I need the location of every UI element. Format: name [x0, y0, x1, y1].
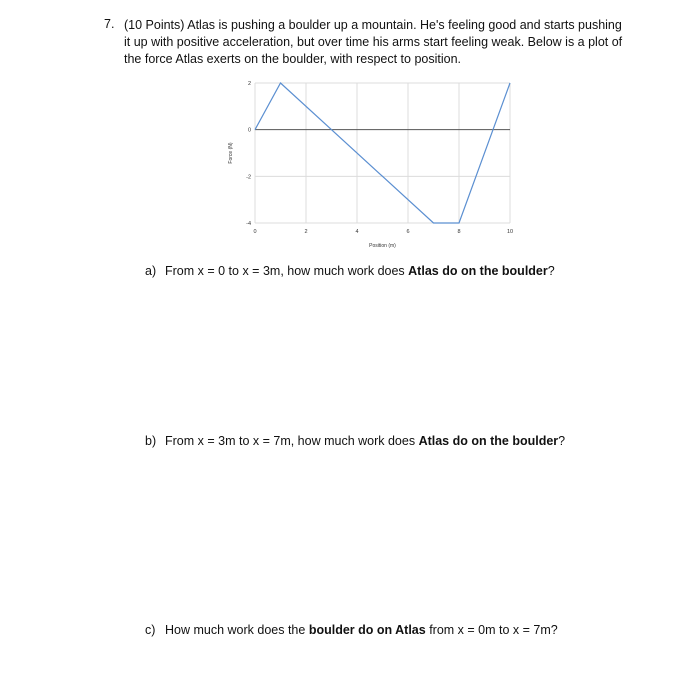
- x-axis-label: Position (m): [369, 243, 396, 249]
- y-tick-label: 0: [247, 127, 251, 134]
- part-a: [145, 264, 555, 278]
- x-tick-label: 0: [253, 229, 257, 235]
- part-b-label: b): [145, 434, 157, 448]
- x-tick-label: 10: [506, 229, 514, 235]
- part-a-text: From x = 0 to x = 3m, how much work does: [165, 264, 409, 278]
- part-a-end: ?: [547, 264, 555, 278]
- x-tick-label: 8: [457, 229, 461, 235]
- question-text: (10 Points) Atlas is pushing a boulder up a mountain. He's feeling good and starts pushing it up with positive acceleration, but over time his arms start feeling weak. Below is a plot of the force Atlas exerts on the boulder, with respect to position.: [124, 18, 623, 66]
- part-b: [145, 434, 565, 448]
- y-tick-label: -4: [246, 221, 251, 227]
- part-a-bold: Atlas do on the boulder: [408, 264, 548, 278]
- part-b-bold: Atlas do on the boulder: [418, 434, 559, 448]
- part-b-text: From x = 3m to x = 7m, how much work does: [165, 434, 419, 448]
- force-position-chart: [220, 75, 520, 255]
- question-number: 7.: [104, 17, 115, 31]
- x-tick-label: 6: [406, 229, 410, 235]
- part-c-text: How much work does the: [165, 623, 309, 637]
- y-axis-label: Force (N): [228, 142, 234, 164]
- y-tick-label: 2: [247, 81, 251, 87]
- force-series-line: [255, 83, 510, 223]
- x-tick-label: 2: [304, 229, 308, 235]
- x-tick-label: 4: [355, 229, 359, 235]
- part-c-bold: boulder do on Atlas: [308, 623, 426, 637]
- part-a-label: a): [145, 264, 157, 278]
- part-c-end: from x = 0m to x = 7m?: [425, 623, 558, 637]
- y-tick-label: -2: [246, 174, 251, 181]
- part-c: [145, 623, 558, 637]
- part-b-end: ?: [558, 434, 566, 448]
- part-c-label: c): [145, 623, 156, 637]
